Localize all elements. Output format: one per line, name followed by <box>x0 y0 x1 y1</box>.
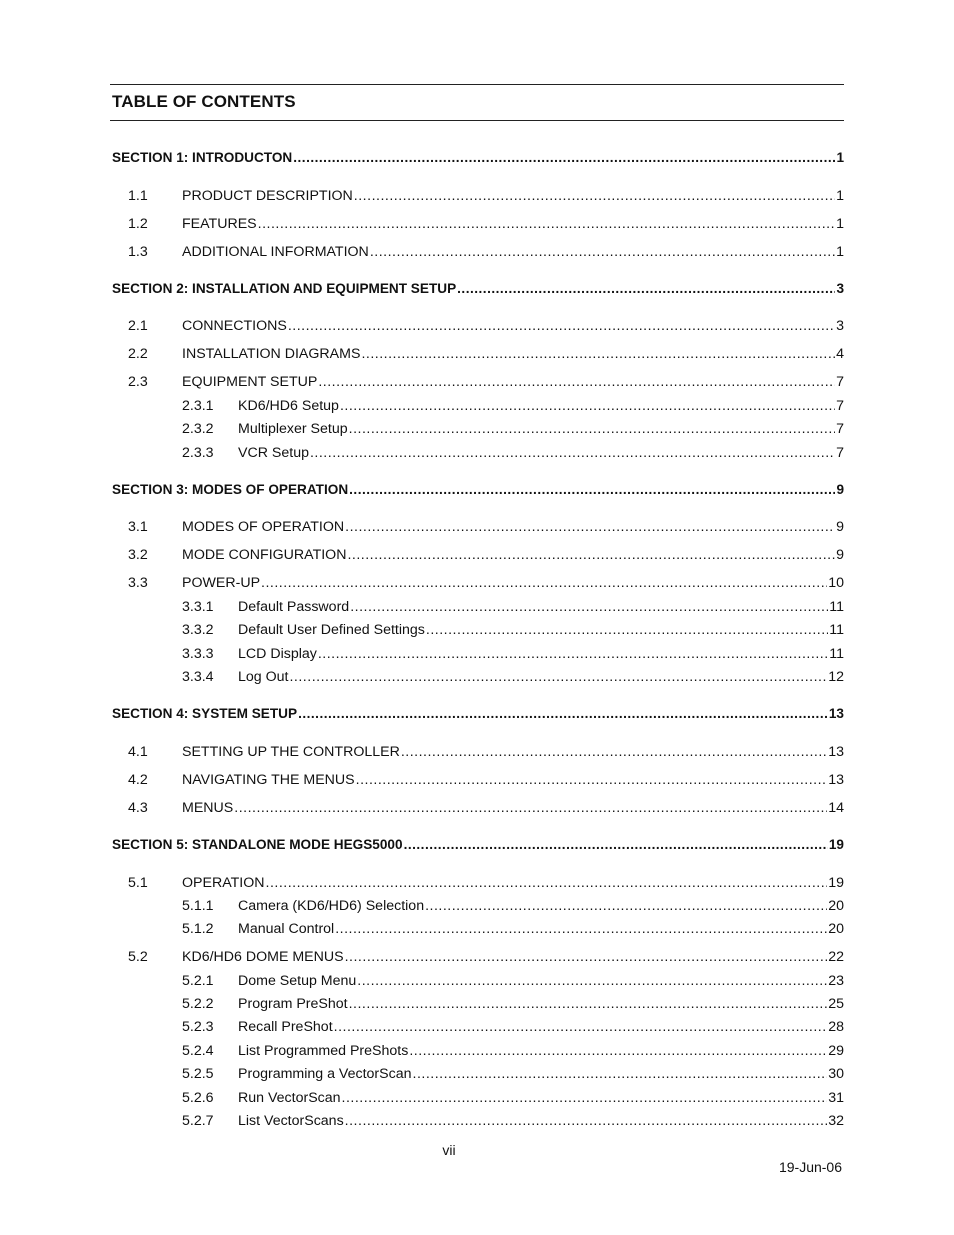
toc-entry-page: 28 <box>828 1019 844 1035</box>
toc-entry-leader-line <box>112 835 844 855</box>
toc-subentry[interactable] <box>0 443 954 463</box>
dot-leader <box>293 148 835 168</box>
toc-entry-leader-line <box>238 1041 844 1061</box>
toc-entry[interactable] <box>0 186 954 206</box>
toc-entry-leader-line <box>238 396 844 416</box>
dot-leader <box>318 644 828 664</box>
toc-section-entry[interactable] <box>0 148 954 168</box>
dot-leader <box>335 919 827 939</box>
dot-leader <box>349 480 835 500</box>
toc-subentry[interactable] <box>0 419 954 439</box>
dot-leader <box>234 798 827 818</box>
toc-entry-number: 3.3.1 <box>182 599 214 615</box>
toc-entry-title: Camera (KD6/HD6) Selection <box>238 898 425 914</box>
toc-entry-leader-line <box>182 344 844 364</box>
toc-subentry[interactable] <box>0 597 954 617</box>
toc-subentry[interactable] <box>0 1088 954 1108</box>
toc-entry-title: Manual Control <box>238 921 335 937</box>
toc-entry-page: 7 <box>836 445 844 461</box>
toc-entry-leader-line <box>182 316 844 336</box>
dot-leader <box>413 1064 828 1084</box>
header-rule-top <box>110 84 844 85</box>
toc-subentry[interactable] <box>0 1041 954 1061</box>
toc-entry[interactable] <box>0 517 954 537</box>
toc-section-entry[interactable] <box>0 480 954 500</box>
toc-entry-leader-line <box>238 919 844 939</box>
toc-entry-number: 5.2.2 <box>182 996 214 1012</box>
dot-leader <box>401 742 827 762</box>
toc-entry-page: 7 <box>836 374 844 390</box>
toc-entry-number: 1.3 <box>128 244 148 260</box>
toc-entry-title: Default User Defined Settings <box>238 622 425 638</box>
dot-leader <box>342 1088 828 1108</box>
dot-leader <box>457 279 835 299</box>
dot-leader <box>289 667 827 687</box>
toc-entry[interactable] <box>0 770 954 790</box>
toc-entry-number: 3.3.3 <box>182 646 214 662</box>
dot-leader <box>345 947 828 967</box>
toc-entry-page: 13 <box>828 706 844 721</box>
toc-entry-leader-line <box>182 873 844 893</box>
toc-entry-title: VCR Setup <box>238 445 309 461</box>
dot-leader <box>354 186 835 206</box>
toc-entry-leader-line <box>238 644 844 664</box>
toc-entry-number: 4.3 <box>128 800 148 816</box>
toc-entry-title: SECTION 3: MODES OF OPERATION <box>112 482 349 497</box>
toc-entry-page: 11 <box>829 622 844 638</box>
dot-leader <box>258 214 835 234</box>
dot-leader <box>345 1111 828 1131</box>
dot-leader <box>425 896 827 916</box>
toc-entry-number: 3.3.2 <box>182 622 214 638</box>
toc-entry-title: PRODUCT DESCRIPTION <box>182 188 353 204</box>
toc-section-entry[interactable] <box>0 704 954 724</box>
toc-entry-page: 1 <box>836 216 844 232</box>
toc-entry-number: 4.1 <box>128 744 148 760</box>
toc-entry-title: MODES OF OPERATION <box>182 519 345 535</box>
toc-entry-number: 1.2 <box>128 216 148 232</box>
toc-subentry[interactable] <box>0 994 954 1014</box>
toc-entry-leader-line <box>182 242 844 262</box>
toc-entry-number: 5.2.5 <box>182 1066 214 1082</box>
toc-entry-number: 1.1 <box>128 188 148 204</box>
toc-entry-title: OPERATION <box>182 875 265 891</box>
toc-entry-page: 10 <box>828 575 844 591</box>
toc-entry[interactable] <box>0 316 954 336</box>
toc-entry-leader-line <box>112 480 844 500</box>
toc-entry-title: Default Password <box>238 599 350 615</box>
toc-subentry[interactable] <box>0 971 954 991</box>
toc-entry-number: 3.2 <box>128 547 148 563</box>
page-date: 19-Jun-06 <box>778 1159 842 1175</box>
toc-entry-page: 1 <box>836 150 844 165</box>
toc-entry-leader-line <box>112 279 844 299</box>
toc-entry[interactable] <box>0 873 954 893</box>
dot-leader <box>318 372 835 392</box>
toc-entry-leader-line <box>182 545 844 565</box>
dot-leader <box>347 545 835 565</box>
toc-entry-page: 11 <box>829 646 844 662</box>
toc-entry-page: 19 <box>828 837 844 852</box>
toc-entry-title: Multiplexer Setup <box>238 421 348 437</box>
toc-entry-number: 5.2 <box>128 949 148 965</box>
toc-entry-page: 14 <box>828 800 844 816</box>
dot-leader <box>345 517 835 537</box>
toc-entry-title: CONNECTIONS <box>182 318 287 334</box>
toc-entry-title: ADDITIONAL INFORMATION <box>182 244 369 260</box>
toc-entry-page: 13 <box>828 744 844 760</box>
toc-entry-title: EQUIPMENT SETUP <box>182 374 318 390</box>
dot-leader <box>426 620 828 640</box>
toc-entry-leader-line <box>182 517 844 537</box>
toc-subentry[interactable] <box>0 620 954 640</box>
dot-leader <box>349 994 828 1014</box>
toc-entry-leader-line <box>238 971 844 991</box>
toc-entry-title: KD6/HD6 Setup <box>238 398 339 414</box>
dot-leader <box>356 770 828 790</box>
toc-entry-title: Log Out <box>238 669 289 685</box>
toc-entry-leader-line <box>238 896 844 916</box>
toc-entry-title: KD6/HD6 DOME MENUS <box>182 949 344 965</box>
toc-entry-title: NAVIGATING THE MENUS <box>182 772 355 788</box>
toc-entry-number: 3.1 <box>128 519 148 535</box>
toc-entry[interactable] <box>0 242 954 262</box>
toc-subentry[interactable] <box>0 667 954 687</box>
dot-leader <box>266 873 828 893</box>
toc-entry-leader-line <box>112 148 844 168</box>
toc-entry-number: 5.2.4 <box>182 1043 214 1059</box>
toc-entry-number: 5.1 <box>128 875 148 891</box>
toc-entry[interactable] <box>0 344 954 364</box>
toc-entry-number: 5.2.6 <box>182 1090 214 1106</box>
toc-entry-title: Programming a VectorScan <box>238 1066 412 1082</box>
toc-entry-leader-line <box>238 667 844 687</box>
toc-entry-leader-line <box>238 1111 844 1131</box>
dot-leader <box>340 396 835 416</box>
toc-entry[interactable] <box>0 372 954 392</box>
dot-leader <box>334 1017 828 1037</box>
toc-entry-number: 2.2 <box>128 346 148 362</box>
toc-subentry[interactable] <box>0 1064 954 1084</box>
toc-entry-page: 9 <box>836 519 844 535</box>
dot-leader <box>404 835 828 855</box>
dot-leader <box>350 597 828 617</box>
toc-entry-leader-line <box>238 443 844 463</box>
toc-entry-leader-line <box>182 573 844 593</box>
dot-leader <box>298 704 828 724</box>
toc-entry-leader-line <box>238 1064 844 1084</box>
toc-entry-page: 1 <box>836 244 844 260</box>
toc-subentry[interactable] <box>0 1017 954 1037</box>
toc-entry-page: 22 <box>828 949 844 965</box>
dot-leader <box>288 316 835 336</box>
dot-leader <box>349 419 835 439</box>
toc-entry-title: SECTION 4: SYSTEM SETUP <box>112 706 298 721</box>
toc-entry-title: List Programmed PreShots <box>238 1043 409 1059</box>
toc-subentry[interactable] <box>0 919 954 939</box>
toc-entry-page: 20 <box>828 921 844 937</box>
toc-entry-leader-line <box>238 620 844 640</box>
toc-entry-page: 3 <box>836 318 844 334</box>
dot-leader <box>310 443 835 463</box>
toc-entry-leader-line <box>238 1088 844 1108</box>
dot-leader <box>261 573 827 593</box>
toc-entry-number: 5.2.3 <box>182 1019 214 1035</box>
toc-entry-title: SETTING UP THE CONTROLLER <box>182 744 400 760</box>
toc-entry-number: 5.1.2 <box>182 921 214 937</box>
toc-subentry[interactable] <box>0 644 954 664</box>
toc-entry-page: 19 <box>828 875 844 891</box>
toc-entry[interactable] <box>0 214 954 234</box>
dot-leader <box>361 344 835 364</box>
toc-entry-page: 30 <box>828 1066 844 1082</box>
toc-entry-number: 2.1 <box>128 318 148 334</box>
dot-leader <box>357 971 827 991</box>
toc-entry-leader-line <box>238 994 844 1014</box>
toc-entry-title: Dome Setup Menu <box>238 973 357 989</box>
toc-entry-title: Run VectorScan <box>238 1090 341 1106</box>
toc-entry-page: 3 <box>836 281 844 296</box>
toc-entry-title: SECTION 1: INTRODUCTON <box>112 150 293 165</box>
toc-entry-page: 4 <box>836 346 844 362</box>
toc-entry[interactable] <box>0 947 954 967</box>
toc-entry-number: 4.2 <box>128 772 148 788</box>
toc-entry-leader-line <box>182 214 844 234</box>
toc-entry-number: 5.1.1 <box>182 898 214 914</box>
toc-entry-leader-line <box>112 704 844 724</box>
toc-entry-number: 2.3.2 <box>182 421 214 437</box>
toc-entry-page: 1 <box>836 188 844 204</box>
toc-entry-title: Program PreShot <box>238 996 348 1012</box>
toc-entry-number: 3.3 <box>128 575 148 591</box>
toc-entry[interactable] <box>0 798 954 818</box>
toc-entry-title: SECTION 5: STANDALONE MODE HEGS5000 <box>112 837 403 852</box>
toc-entry-page: 31 <box>828 1090 844 1106</box>
toc-entry-page: 29 <box>828 1043 844 1059</box>
toc-entry-title: INSTALLATION DIAGRAMS <box>182 346 361 362</box>
toc-section-entry[interactable] <box>0 835 954 855</box>
dot-leader <box>409 1041 827 1061</box>
toc-entry-number: 2.3.3 <box>182 445 214 461</box>
toc-entry-leader-line <box>182 798 844 818</box>
toc-entry-page: 20 <box>828 898 844 914</box>
toc-section-entry[interactable] <box>0 279 954 299</box>
toc-entry-title: List VectorScans <box>238 1113 344 1129</box>
toc-entry-page: 9 <box>836 482 844 497</box>
toc-entry-number: 5.2.1 <box>182 973 214 989</box>
toc-entry-leader-line <box>238 1017 844 1037</box>
toc-entry-title: Recall PreShot <box>238 1019 333 1035</box>
toc-entry-number: 3.3.4 <box>182 669 214 685</box>
toc-entry-leader-line <box>238 597 844 617</box>
toc-entry-page: 7 <box>836 421 844 437</box>
toc-entry-leader-line <box>182 742 844 762</box>
toc-entry-number: 2.3.1 <box>182 398 214 414</box>
toc-entry-title: FEATURES <box>182 216 257 232</box>
toc-subentry[interactable] <box>0 396 954 416</box>
toc-entry-leader-line <box>238 419 844 439</box>
page-number: vii <box>442 1142 456 1158</box>
toc-entry-leader-line <box>182 186 844 206</box>
toc-entry-leader-line <box>182 770 844 790</box>
toc-entry-title: SECTION 2: INSTALLATION AND EQUIPMENT SETUP <box>112 281 457 296</box>
toc-entry-leader-line <box>182 947 844 967</box>
dot-leader <box>370 242 835 262</box>
toc-subentry[interactable] <box>0 896 954 916</box>
toc-entry-page: 23 <box>828 973 844 989</box>
toc-entry-page: 32 <box>828 1113 844 1129</box>
toc-entry[interactable] <box>0 545 954 565</box>
toc-entry-title: POWER-UP <box>182 575 261 591</box>
toc-entry-page: 7 <box>836 398 844 414</box>
toc-entry-page: 11 <box>829 599 844 615</box>
toc-entry-page: 12 <box>828 669 844 685</box>
toc-entry-page: 13 <box>828 772 844 788</box>
toc-entry-leader-line <box>182 372 844 392</box>
page-title: TABLE OF CONTENTS <box>112 92 296 111</box>
toc-entry-title: MENUS <box>182 800 234 816</box>
toc-entry[interactable] <box>0 573 954 593</box>
header-rule-bottom <box>110 120 844 121</box>
toc-entry[interactable] <box>0 742 954 762</box>
toc-entry-page: 9 <box>836 547 844 563</box>
toc-entry-title: LCD Display <box>238 646 317 662</box>
toc-subentry[interactable] <box>0 1111 954 1131</box>
toc-entry-number: 5.2.7 <box>182 1113 214 1129</box>
toc-entry-title: MODE CONFIGURATION <box>182 547 347 563</box>
toc-entry-page: 25 <box>828 996 844 1012</box>
toc-entry-number: 2.3 <box>128 374 148 390</box>
